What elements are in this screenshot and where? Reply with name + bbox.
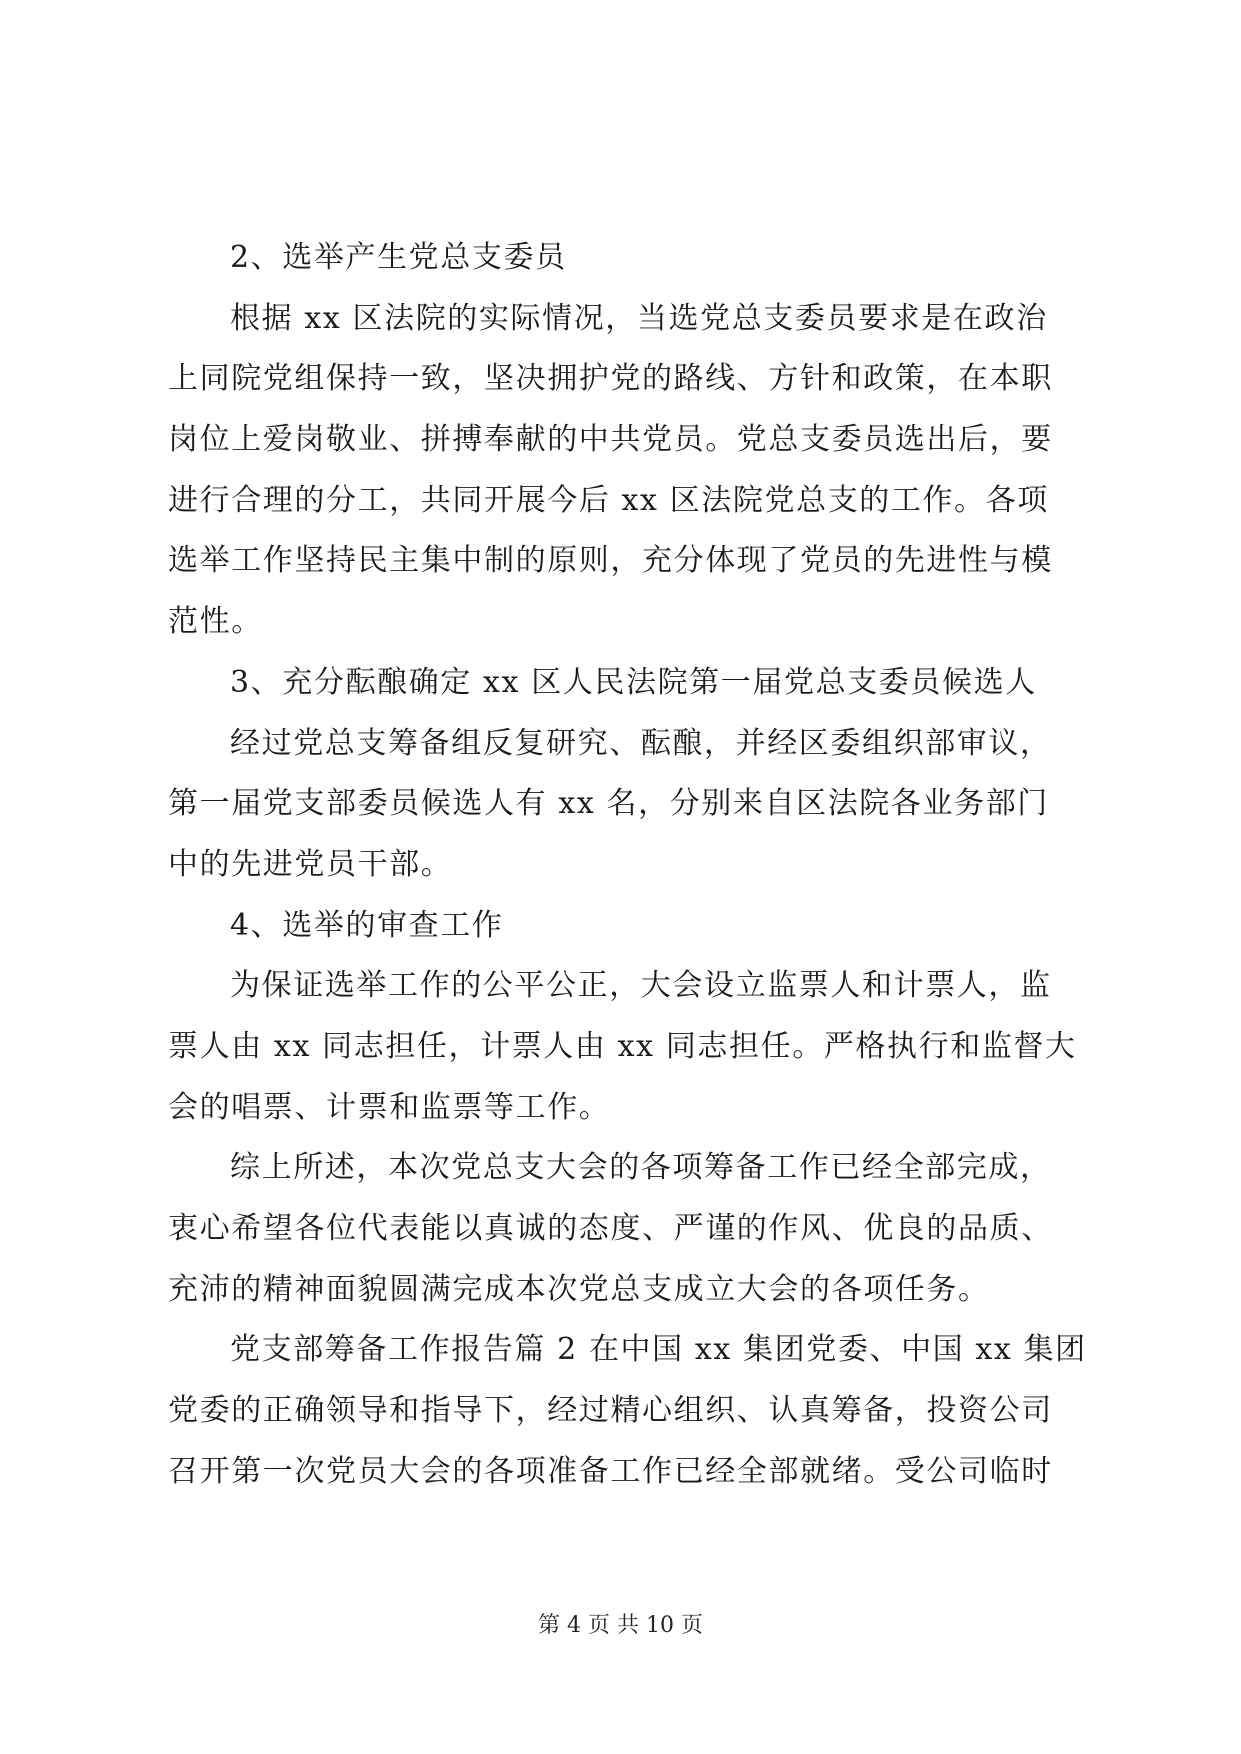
paragraph-line: 党委的正确领导和指导下，经过精心组织、认真筹备，投资公司: [168, 1393, 1053, 1429]
paragraph-line: 会的唱票、计票和监票等工作。: [168, 1089, 611, 1125]
paragraph-line: 为保证选举工作的公平公正，大会设立监票人和计票人，监: [230, 968, 1052, 1004]
section-heading-2: 2、选举产生党总支委员: [230, 240, 567, 275]
paragraph-line: 充沛的精神面貌圆满完成本次党总支成立大会的各项任务。: [168, 1271, 990, 1307]
paragraph-line: 召开第一次党员大会的各项准备工作已经全部就绪。受公司临时: [168, 1453, 1053, 1489]
paragraph-line: 综上所述，本次党总支大会的各项筹备工作已经全部完成，: [230, 1150, 1052, 1186]
paragraph-line: 选举工作坚持民主集中制的原则，充分体现了党员的先进性与模: [168, 543, 1053, 579]
page-number-footer: 第 4 页 共 10 页: [538, 1613, 703, 1638]
paragraph-line: 岗位上爱岗敬业、拼搏奉献的中共党员。党总支委员选出后，要: [168, 422, 1053, 458]
paragraph-line: 进行合理的分工，共同开展今后 xx 区法院党总支的工作。各项: [168, 482, 1049, 518]
paragraph-line: 党支部筹备工作报告篇 2 在中国 xx 集团党委、中国 xx 集团: [230, 1332, 1087, 1368]
paragraph-line: 根据 xx 区法院的实际情况，当选党总支委员要求是在政治: [230, 300, 1048, 336]
paragraph-line: 衷心希望各位代表能以真诚的态度、严谨的作风、优良的品质、: [168, 1211, 1053, 1246]
paragraph-line: 范性。: [168, 604, 263, 640]
document-body: [168, 228, 1087, 1502]
paragraph-line: 经过党总支筹备组反复研究、酝酿，并经区委组织部审议，: [230, 725, 1052, 761]
section-heading-4: 4、选举的审查工作: [230, 907, 504, 943]
paragraph-line: 上同院党组保持一致，坚决拥护党的路线、方针和政策，在本职: [168, 361, 1053, 397]
section-heading-3: 3、充分酝酿确定 xx 区人民法院第一届党总支委员候选人: [230, 664, 1037, 700]
paragraph-line: 第一届党支部委员候选人有 xx 名，分别来自区法院各业务部门: [168, 786, 1049, 822]
paragraph-line: 中的先进党员干部。: [168, 846, 453, 882]
paragraph-line: 票人由 xx 同志担任，计票人由 xx 同志担任。严格执行和监督大: [168, 1028, 1077, 1064]
